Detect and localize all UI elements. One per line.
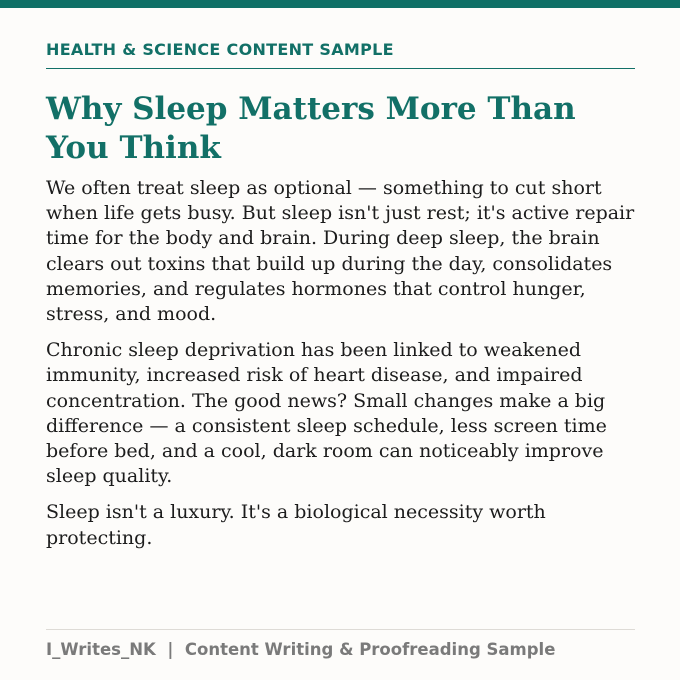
article-title: Why Sleep Matters More Than You Think <box>46 91 576 166</box>
paragraph-3: Sleep isn't a luxury. It's a biological necessity worth protecting. <box>46 501 546 549</box>
footer-divider <box>46 629 635 630</box>
category-label: HEALTH & SCIENCE CONTENT SAMPLE <box>46 40 394 59</box>
paragraph-2: Chronic sleep deprivation has been linked to weakened immunity, increased risk of heart disease, and impaired concentration. The good news? Small changes make a big difference — a consistent sleep schedule, less screen time before bed, and a cool, dark room can noticeably improve sleep quality. <box>46 339 607 488</box>
footer-separator: | <box>167 640 174 659</box>
author-handle: I_Writes_NK <box>46 640 156 659</box>
header-divider <box>46 68 635 69</box>
article-body <box>46 176 646 562</box>
paragraph-1: We often treat sleep as optional — something to cut short when life gets busy. But sleep isn't just rest; it's active repair time for the body and brain. During deep sleep, the brain clears out toxins that build up during the day, consolidates memories, and regulates hormones that control hunger, stress, and mood. <box>46 177 635 326</box>
footer-tagline: Content Writing & Proofreading Sample <box>184 640 556 659</box>
footer-credit <box>46 640 555 659</box>
top-accent-bar <box>0 0 680 8</box>
